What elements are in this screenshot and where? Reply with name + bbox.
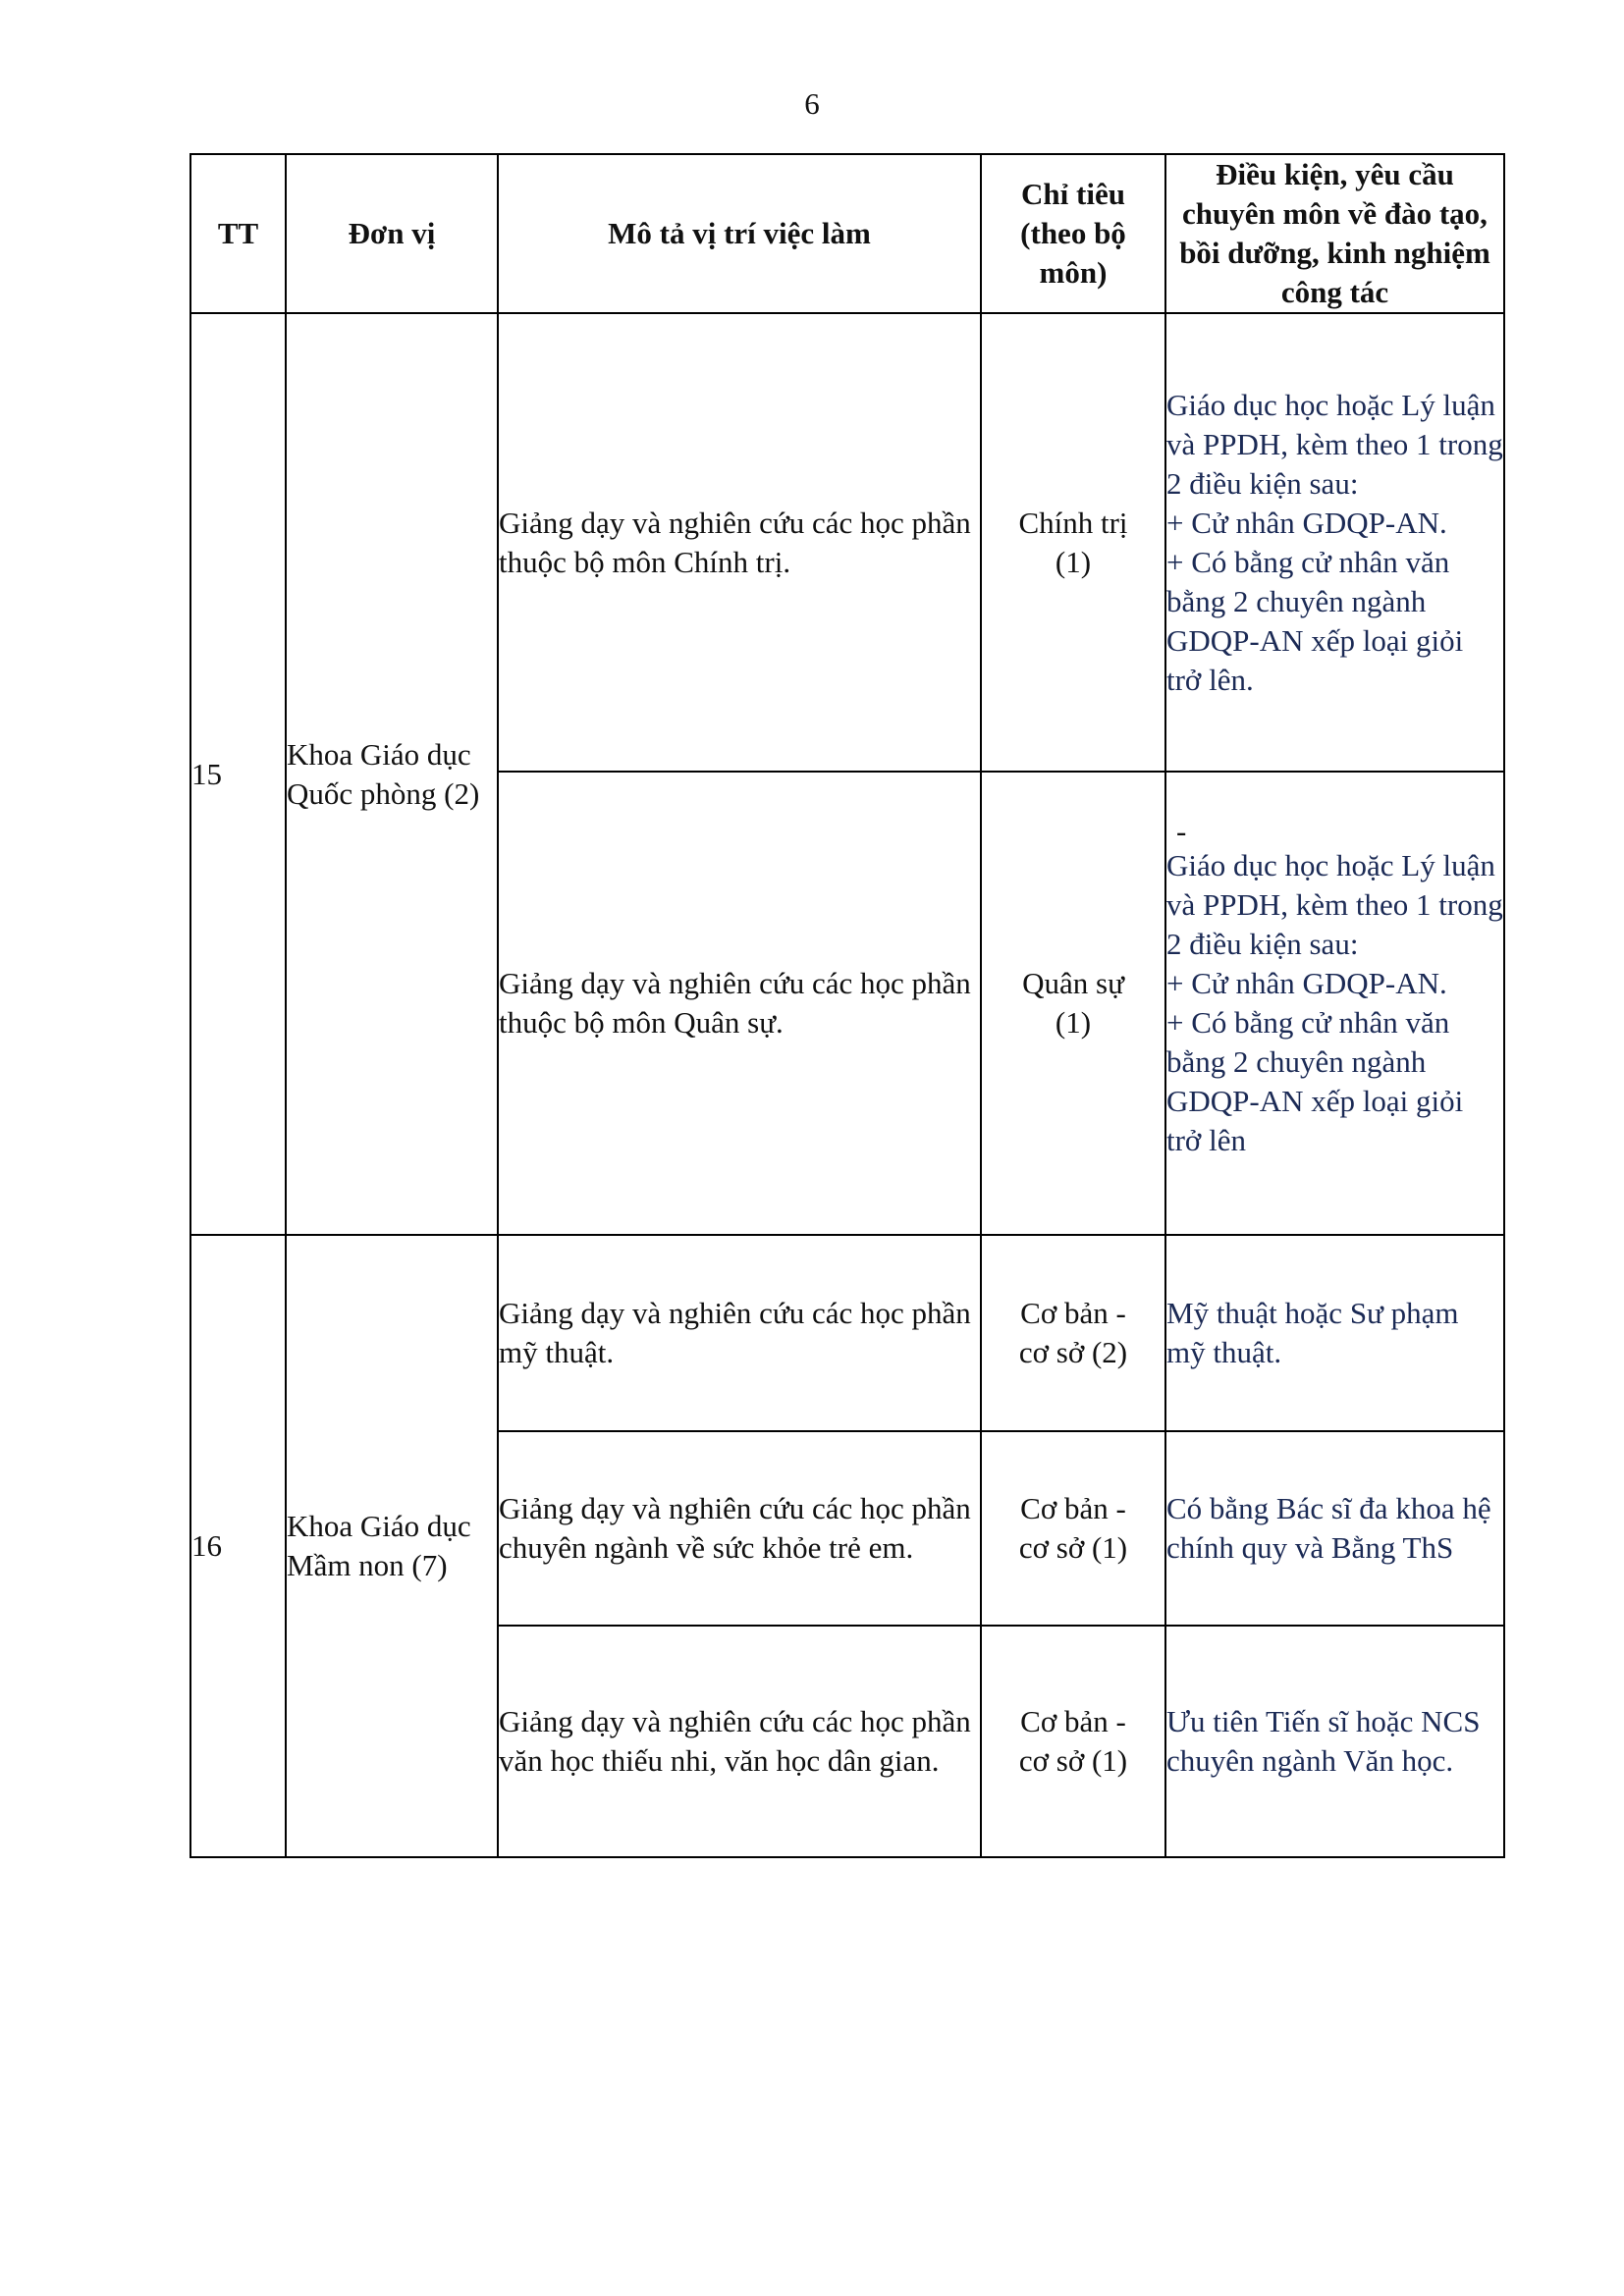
row-description: Giảng dạy và nghiên cứu các học phần thuộc bộ môn Chính trị.: [498, 313, 981, 772]
row-description: Giảng dạy và nghiên cứu các học phần mỹ thuật.: [498, 1235, 981, 1431]
requirement-line: Giáo dục học hoặc Lý luận và PPDH, kèm theo 1 trong 2 điều kiện sau:: [1166, 848, 1503, 961]
row-quota: Cơ bản - cơ sở (2): [981, 1235, 1165, 1431]
header-requirements: Điều kiện, yêu cầu chuyên môn về đào tạo, bồi dưỡng, kinh nghiệm công tác: [1165, 154, 1504, 313]
header-quota: Chỉ tiêu (theo bộ môn): [981, 154, 1165, 313]
requirement-line: + Có bằng cử nhân văn bằng 2 chuyên ngành GDQP-AN xếp loại giỏi trở lên: [1166, 1005, 1464, 1157]
recruitment-table: [189, 153, 1505, 1858]
requirement-line: Có bằng Bác sĩ đa khoa hệ chính quy và Bằng ThS: [1166, 1491, 1491, 1565]
table-row: [190, 1235, 1504, 1431]
requirement-line: + Cử nhân GDQP-AN.: [1166, 505, 1447, 540]
header-unit: Đơn vị: [286, 154, 498, 313]
row-requirements: [1165, 1626, 1504, 1857]
requirement-line: Ưu tiên Tiến sĩ hoặc NCS chuyên ngành Văn học.: [1166, 1704, 1481, 1778]
row-quota: Cơ bản - cơ sở (1): [981, 1626, 1165, 1857]
page-number: 6: [804, 86, 820, 121]
row-description: Giảng dạy và nghiên cứu các học phần thuộc bộ môn Quân sự.: [498, 772, 981, 1235]
row-tt: 15: [190, 313, 286, 1235]
requirement-line: + Có bằng cử nhân văn bằng 2 chuyên ngành GDQP-AN xếp loại giỏi trở lên.: [1166, 544, 1464, 697]
row-requirements: [1165, 1431, 1504, 1626]
table-row: [190, 313, 1504, 772]
row-quota: Chính trị (1): [981, 313, 1165, 772]
header-row: [190, 154, 1504, 313]
header-description: Mô tả vị trí việc làm: [498, 154, 981, 313]
requirement-line: + Cử nhân GDQP-AN.: [1166, 966, 1447, 1000]
requirement-line: Mỹ thuật hoặc Sư phạm mỹ thuật.: [1166, 1296, 1459, 1369]
list-dash: -: [1176, 814, 1187, 848]
row-requirements: [1165, 313, 1504, 772]
row-unit: Khoa Giáo dục Mầm non (7): [286, 1235, 498, 1857]
row-quota: Quân sự (1): [981, 772, 1165, 1235]
row-quota: Cơ bản - cơ sở (1): [981, 1431, 1165, 1626]
row-tt: 16: [190, 1235, 286, 1857]
requirement-line: Giáo dục học hoặc Lý luận và PPDH, kèm theo 1 trong 2 điều kiện sau:: [1166, 387, 1503, 501]
row-description: Giảng dạy và nghiên cứu các học phần chuyên ngành về sức khỏe trẻ em.: [498, 1431, 981, 1626]
row-unit: Khoa Giáo dục Quốc phòng (2): [286, 313, 498, 1235]
row-description: Giảng dạy và nghiên cứu các học phần văn học thiếu nhi, văn học dân gian.: [498, 1626, 981, 1857]
row-requirements: [1165, 1235, 1504, 1431]
row-requirements: [1165, 772, 1504, 1235]
header-tt: TT: [190, 154, 286, 313]
